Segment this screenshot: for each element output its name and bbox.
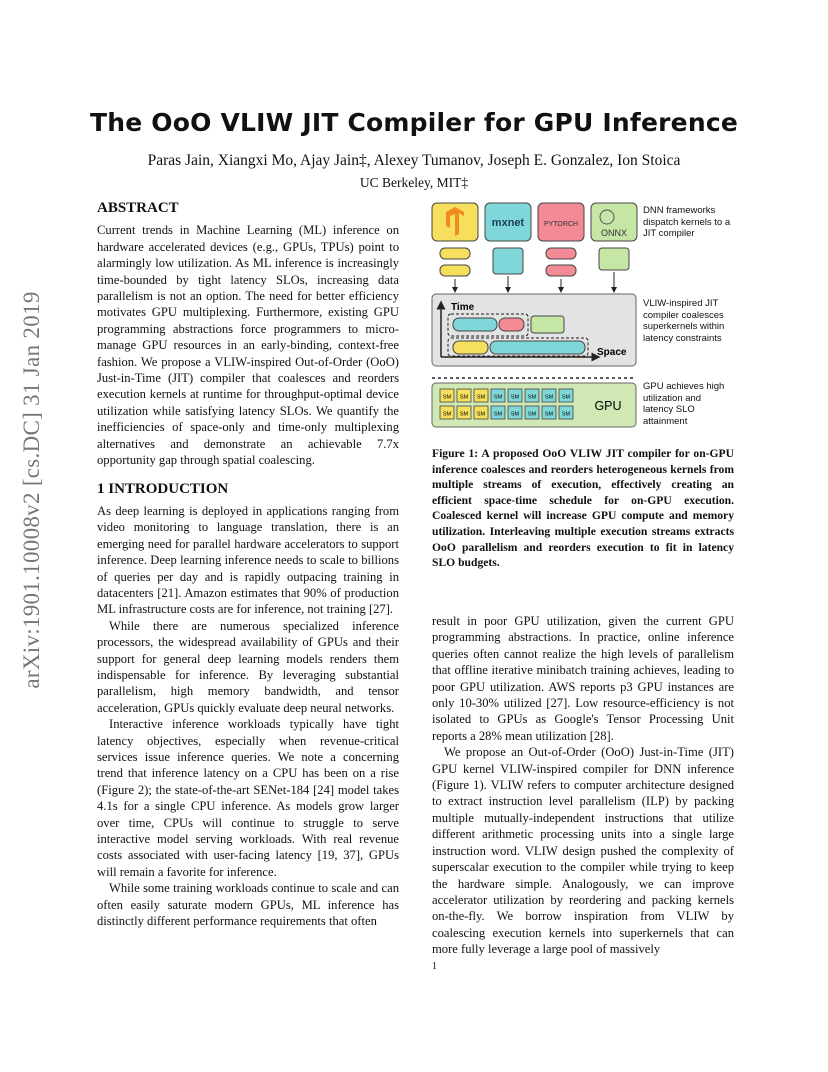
- gpu-label: GPU: [594, 399, 622, 413]
- sm-cell-label: SM: [527, 411, 537, 418]
- sm-cell-label: SM: [476, 411, 486, 418]
- onnx-kernel-stack: [599, 248, 629, 290]
- intro-paragraph-2: While there are numerous specialized inference processors, the widespread availability of GPUs and their support for general deep learning models renders them indispensable for inference. By leveraging substantial parallelism, high memory bandwidth, and tensor acceleration, GPUs quickly evaluate deep neural networks.: [97, 618, 399, 715]
- jit-compiler-box: [432, 294, 636, 366]
- annotation-gpu: GPU achieves high utilization and latency SLO attainment: [643, 381, 725, 427]
- pytorch-kernel-stack: [546, 248, 576, 290]
- gpu-box: [432, 383, 636, 427]
- time-axis-label: Time: [451, 302, 475, 313]
- tensorflow-box: [432, 203, 478, 241]
- pytorch-logo-text: PYTORCH: [543, 221, 579, 228]
- annotation-frameworks: DNN frameworks dispatch kernels to a JIT compiler: [643, 205, 731, 239]
- figure-1-caption: Figure 1: A proposed OoO VLIW JIT compiler for on-GPU inference coalesces and reorders heterogeneous kernels from multiple streams of execution, effectively creating an efficient space-time schedule for on-GPU execution. Coalesced kernel will increase GPU compute and memory utilization. Interleaving multiple execution streams extracts OoO parallelism and reorders execution to fit in latency SLO budgets.: [432, 447, 734, 570]
- sm-cell-label: SM: [510, 394, 520, 401]
- tf-kernel-stack: [440, 248, 470, 290]
- arxiv-id: arXiv:1901.10008v2 [cs.DC] 31 Jan 2019: [19, 291, 44, 689]
- sm-cell-label: SM: [442, 394, 452, 401]
- annotation-jit: VLIW-inspired JIT compiler coalesces superkernels within latency constraints: [643, 298, 725, 344]
- sm-cell-label: SM: [561, 394, 571, 401]
- page-number: 1: [432, 961, 437, 972]
- onnx-logo-text: ONNX: [600, 228, 628, 238]
- intro-paragraph-4: While some training workloads continue to scale and can often easily saturate modern GPUs, ML inference has distinctly different performance requirements that often: [97, 881, 399, 929]
- intro-paragraph-r2: We propose an Out-of-Order (OoO) Just-in-Time (JIT) GPU kernel VLIW-inspired compiler for DNN inference (Figure 1). VLIW refers to computer architecture designed to extract instruction level parallelism (ILP) by packing multiple mutually-independent instructions that utilize different arithmetic processing units into a single large instruction word. VLIW design pushed the complexity of superscalar execution to the compiler while trying to keep the hardware simple. Analogously, we can improve accelerator utilization by reordering and packing kernels on-the-fly. We borrow inspiration from VLIW by coalescing execution kernels into superkernels that can more fully leverage a large pool of massively: [432, 745, 734, 957]
- mxnet-logo-text: mxnet: [491, 217, 525, 229]
- sm-cell-label: SM: [459, 411, 469, 418]
- abstract-heading: ABSTRACT: [97, 200, 179, 216]
- space-axis-label: Space: [597, 347, 627, 358]
- right-column: [432, 613, 734, 958]
- onnx-box: [591, 203, 637, 241]
- sm-cell-label: SM: [561, 411, 571, 418]
- sm-cell-label: SM: [442, 411, 452, 418]
- sm-cell-label: SM: [493, 411, 503, 418]
- sm-cell-label: SM: [527, 394, 537, 401]
- sm-cell-label: SM: [493, 394, 503, 401]
- pytorch-box: [538, 203, 584, 241]
- intro-paragraph-r1: result in poor GPU utilization, given the current GPU programming abstractions. In practice, online inference queries often cannot realize the high levels of parallelism that offline iterative minibatch training achieves, leading to poor GPU utilization. AWS reports p3 GPU instances are only 10-30% utilized [27]. Low resource-efficiency is not isolated to GPUs as Google's Tensor Processing Unit reports a 28% mean utilization [28].: [432, 614, 734, 743]
- introduction-heading: 1 INTRODUCTION: [97, 480, 229, 497]
- sm-cell-label: SM: [459, 394, 469, 401]
- intro-paragraph-3: Interactive inference workloads typically have tight latency objectives, especially when revenue-critical services issue inference queries. We note a concerning trend that inference latency on a CPU has been on a rise (Figure 2); the state-of-the-art SENet-184 [24] model takes 4.1s for a single CPU inference. As models grow larger over time, CPUs will continue to struggle to serve interactive model serving workloads. With real revenue costs associated with user-facing latency [19, 37], GPUs will remain a favorite for inference.: [97, 717, 399, 879]
- sm-cell-label: SM: [544, 394, 554, 401]
- mxnet-kernel-stack: [493, 248, 523, 290]
- affiliation: UC Berkeley, MIT‡: [359, 175, 469, 190]
- author-list: Paras Jain, Xiangxi Mo, Ajay Jain‡, Alexey Tumanov, Joseph E. Gonzalez, Ion Stoica: [147, 152, 681, 169]
- sm-cell-label: SM: [544, 411, 554, 418]
- paper-title: The OoO VLIW JIT Compiler for GPU Inference: [89, 108, 739, 137]
- sm-cell-label: SM: [510, 411, 520, 418]
- abstract-text: Current trends in Machine Learning (ML) inference on hardware accelerated devices (e.g., GPUs, TPUs) point to alarmingly low utilization. As ML inference is increasingly time-bounded by tight latency SLOs, increasing data parallelism is not an option. The need for better efficiency motivates GPU multiplexing. Furthermore, existing GPU programming abstractions force programmers to micro-manage GPU resources in an early-binding, context-free fashion. We propose a VLIW-inspired Out-of-Order (OoO) Just-in-Time (JIT) compiler that coalesces and reorders execution kernels at runtime for throughput-optimal device utilization while satisfying latency SLOs. We quantify the inefficiencies of space-only and time-only multiplexing alternatives and demonstrate an achievable 7.7x opportunity gap through spatial coalescing.: [97, 223, 399, 468]
- mxnet-box: [485, 203, 531, 241]
- sm-cell-label: SM: [476, 394, 486, 401]
- intro-paragraph-1: As deep learning is deployed in applications ranging from video monitoring to language translation, there is an emerging need for parallel hardware accelerators to support inference. Deep learning inference needs to scale to billions of queries per day and is rapidly outpacing training in datacenters [21]. Amazon estimates that 90% of production ML infrastructure costs are for inference, not training [27].: [97, 503, 399, 617]
